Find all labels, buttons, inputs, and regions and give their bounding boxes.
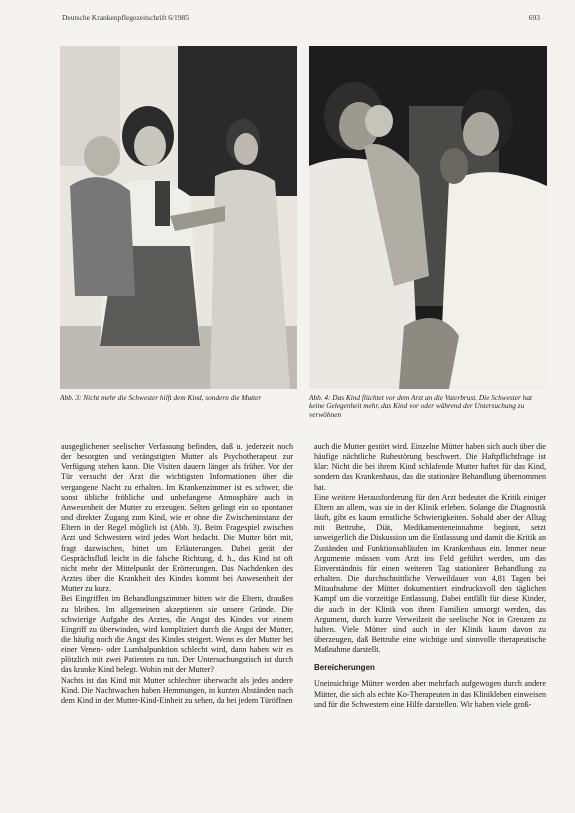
text-column-right — [314, 442, 546, 710]
figure-3-caption: Abb. 3: Nicht mehr die Schwester hilft dem Kind, sondern die Mutter — [60, 393, 262, 402]
paragraph: Nachts ist das Kind mit Mutter schlechter überwacht als jedes andere Kind. Die Nachtwachen haben Hemmungen, in kurzen Abständen nach dem Kind in der Mutter-Kind-Einheit zu sehen, da bei jedem Türöffnen — [61, 675, 293, 705]
page-number: 693 — [528, 13, 540, 22]
paragraph: Uneinsichtige Mütter werden aber mehrfach aufgewogen durch andere Mütter, die sich als echte Ko-Therapeuten in das Klinikleben einweisen und für die Schwestern eine Hilfe darstellen. Wir haben viele groß- — [314, 679, 546, 709]
figure-3-photo — [60, 46, 297, 389]
paragraph: auch die Mutter gestört wird. Einzelne Mütter haben sich auch über die häufige nächtliche Ruhestörung beschwert. Die Haftpflichtfrage ist klar: Nicht die bei ihrem Kind schlafende Mutter haftet für das Kind, sondern das Krankenhaus, das die stationäre Behandlung übernommen hat. — [314, 442, 546, 492]
figure-4-illustration — [309, 46, 547, 389]
text-column-left — [61, 442, 293, 706]
figure-3-illustration — [60, 46, 297, 389]
section-heading: Bereicherungen — [314, 663, 375, 673]
paragraph: Eine weitere Herausforderung für den Arzt bedeutet die Kritik einiger Eltern an allem, was sie in der Klinik erleben. Solange die Diagnostik läuft, gibt es kaum ernstliche Schwierigkeiten. Sobald aber der Alltag mit Bettruhe, Diät, Medikamenteneinnahme beginnt, setzt unweigerlich die Diskussion um die Entlassung und damit die Kritik an Zuständen und Funktionsabläufen im Krankenhaus ein. Immer neue Argumente müssen vom Arzt ins Feld geführt werden, um das Einverständnis für einen weiteren Tag stationärer Behandlung zu erhalten. Die durchschnittliche Verweildauer von 4,81 Tagen bei Mitaufnahme der Mütter dokumentiert eindrucksvoll den täglichen Kampf um die vorzeitige Entlassung. Dabei entfällt für diese Kinder, die auch in der Klinik von ihren Familien umsorgt werden, das Argument, durch kurze Verweilzeit die seelische Not in Grenzen zu halten. Viele Mütter sind auch in der Klinik kaum davon zu überzeugen, daß Bettruhe eine wichtige und sinnvolle therapeutische Maßnahme darstellt. — [314, 492, 546, 655]
paragraph: Bei Eingriffen im Behandlungszimmer bitten wir die Eltern, draußen zu bleiben. Im allgemeinen akzeptieren sie unsere Gründe. Die schwierige Aufgabe des Arztes, die Angst des Kindes vor einem Eingriff zu überwinden, wird kompliziert durch die Angst der Mutter, die häufig noch die Angst des Kindes steigert. Wenn es der Mutter bei einer Venen- oder Lumbalpunktion schlecht wird, dann haben wir es plötzlich mit zwei Patienten zu tun. Der Untersuchungstisch ist durch das kranke Kind belegt. Wohin mit der Mutter? — [61, 594, 293, 675]
figure-4-caption: Abb. 4: Das Kind flüchtet vor dem Arzt an die Vaterbrust. Die Schwester hat keine Gelegenheit mehr, das Kind vor oder während der Untersuchung zu verwöhnen — [309, 393, 533, 419]
paragraph: ausgeglichener seelischer Verfassung befinden, daß u. jederzeit noch der besorgten und verängstigten Mutter als Psychotherapeut zur Verfügung stehen kann. Die Visiten dauern länger als früher. Vor der Tür versucht der Arzt die wichtigsten Informationen über die vergangene Nacht zu erhalten. Im Krankenzimmer ist es schwer, die sonst übliche fröhliche und unbefangene Atmosphäre auch in Anwesenheit der Mutter zu erzeugen. Selten gelingt ein so spontaner und direkter Zugang zum Kind, wie er ohne die Zwischeninstanz der Eltern in der Regel möglich ist (Abb. 3). Beim Fragespiel zwischen Arzt und Schwestern wird jedes Wort bedacht. Die Mutter hört mit, fragt dazwischen, bittet um Erläuterungen. Dabei gerät der Gesprächsfluß leicht in die falsche Richtung, d. h., das Kind ist oft nicht mehr der Mittelpunkt der Erörterungen. Das Nachdenken des Arztes über die Krankheit des Kindes kommt bei Anwesenheit der Mutter zu kurz. — [61, 442, 293, 594]
running-header — [62, 13, 540, 27]
journal-title: Deutsche Krankenpflegezeitschrift 6/1985 — [62, 13, 190, 22]
figure-4-photo — [309, 46, 547, 389]
